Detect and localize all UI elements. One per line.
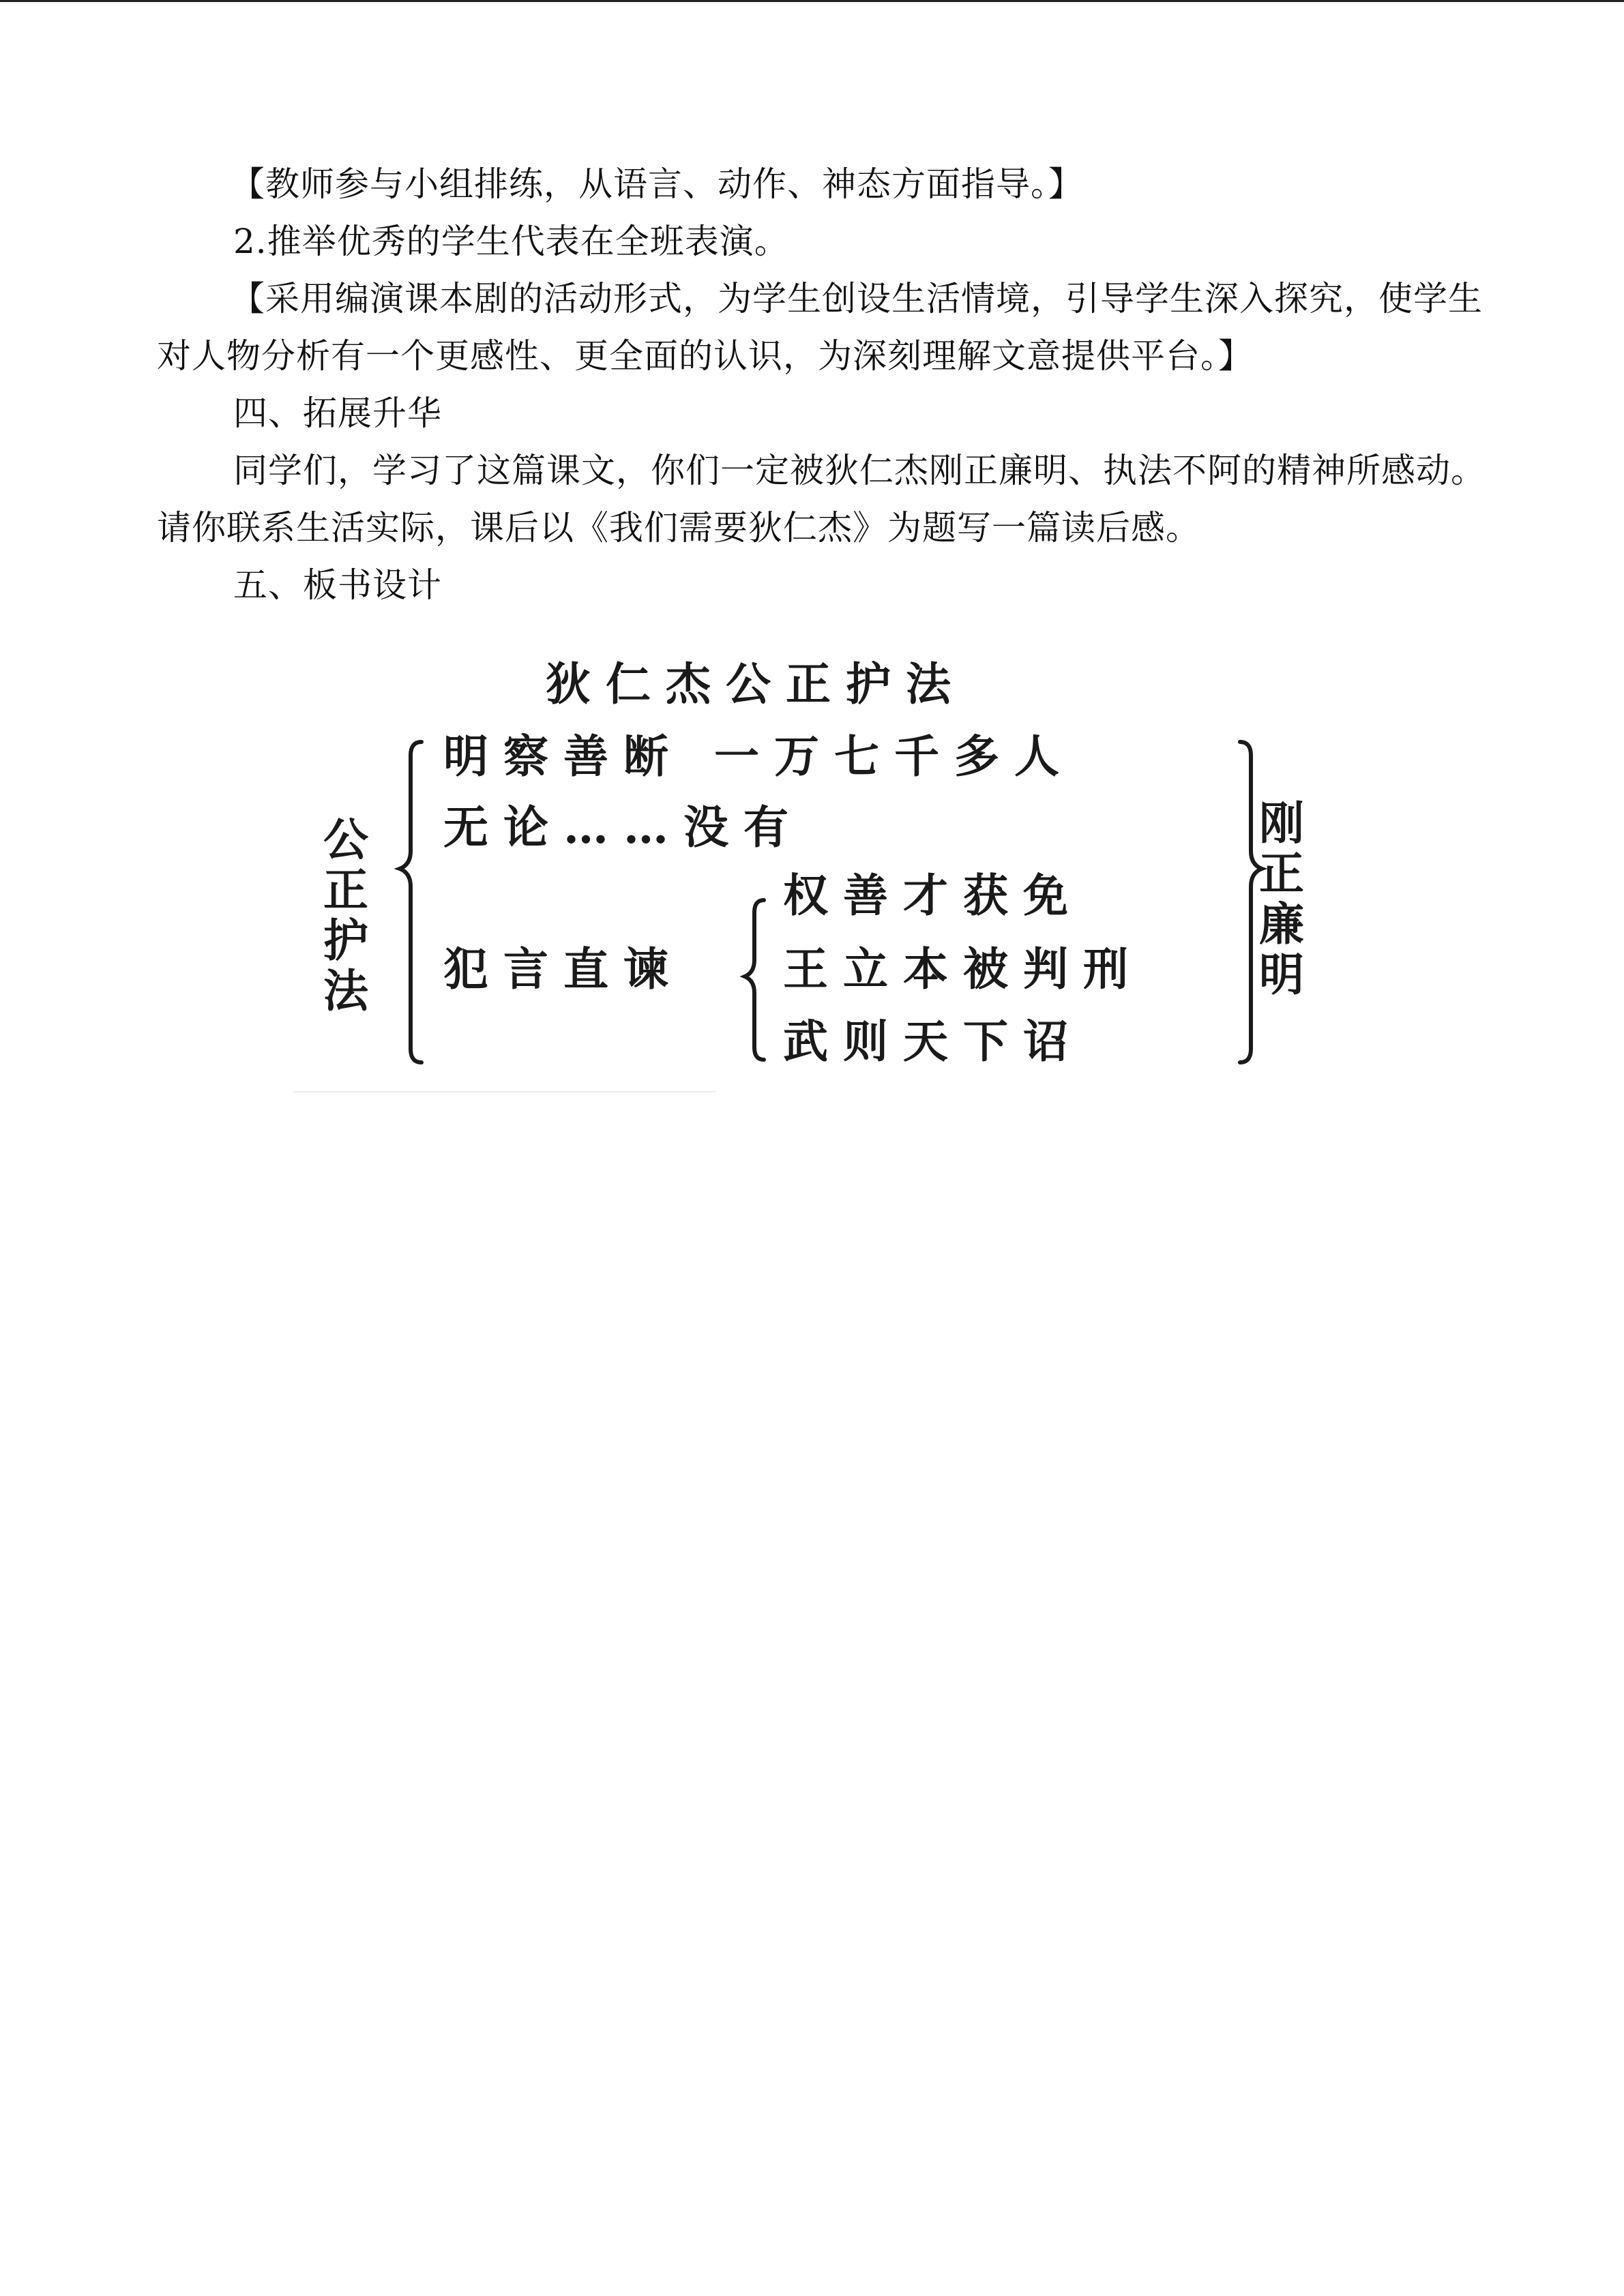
section-4-heading: 四、拓展升华: [233, 393, 442, 433]
board-left-label: 公正护法: [323, 813, 368, 1017]
inner-brace: [745, 900, 764, 1060]
board-row-2: 无论……没有: [443, 801, 803, 854]
board-row-1: 明察善断 一万七千多人: [443, 730, 1074, 783]
page-top-border: [0, 0, 1624, 2]
board-row-3-head: 犯言直谏: [443, 942, 683, 996]
board-sub-item-2: 王立本被判刑: [783, 942, 1143, 996]
extension-paragraph: 同学们，学习了这篇课文，你们一定被狄仁杰刚正廉明、执法不阿的精神所感动。请你联系生活实际，课后以《我们需要狄仁杰》为题写一篇读后感。: [157, 451, 1486, 548]
step-2-performance: 2.推举优秀的学生代表在全班表演。: [233, 222, 789, 261]
blackboard-design-figure: [314, 646, 1304, 1069]
left-brace: [400, 742, 422, 1062]
section-5-heading: 五、板书设计: [233, 565, 442, 605]
board-sub-item-3: 武则天下诏: [783, 1015, 1083, 1068]
activity-rationale-note: 【采用编演课本剧的活动形式，为学生创设生活情境，引导学生深入探究，使学生对人物分析有一个更感性、更全面的认识，为深刻理解文意提供平台。】: [157, 279, 1483, 376]
board-title: 狄仁杰公正护法: [546, 657, 966, 711]
board-right-label: 刚正廉明: [1259, 796, 1304, 1001]
figure-bottom-line: [293, 1091, 716, 1092]
teacher-guidance-note: 【教师参与小组排练，从语言、动作、神态方面指导。】: [231, 164, 1083, 204]
document-body: [157, 155, 1501, 614]
board-sub-item-1: 权善才获免: [783, 869, 1083, 922]
